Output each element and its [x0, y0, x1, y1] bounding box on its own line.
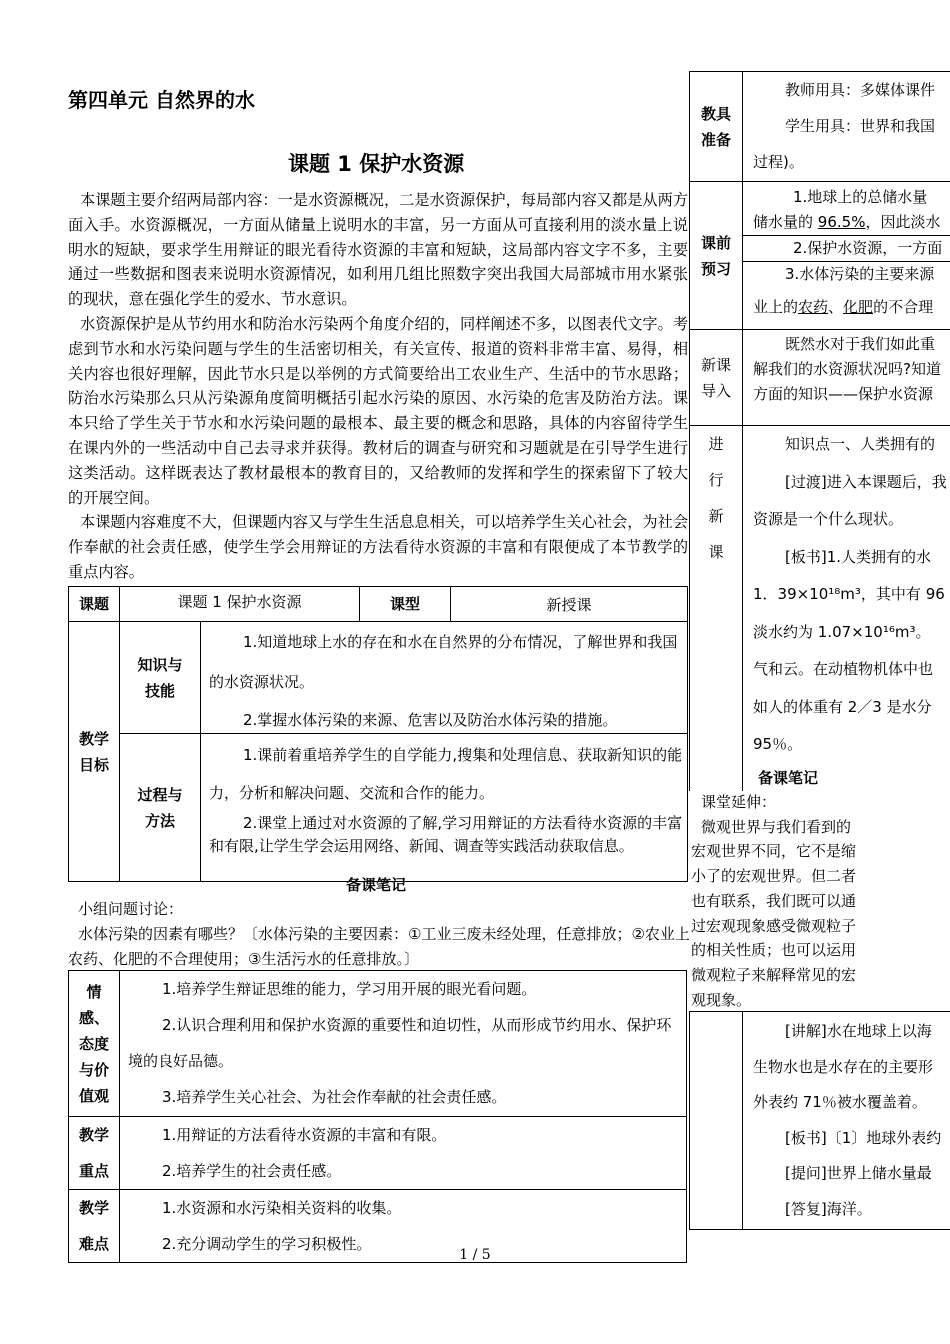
notes-title: 备课笔记 [346, 876, 407, 894]
process-item: 2.课堂上通过对水资源的了解,学习用辩证的方法看待水资源的丰富和有限,让学生学会运用网络、新闻、调查等实践活动获取信息。 [209, 814, 683, 855]
lesson-label: 进 行 新 课 [690, 426, 743, 792]
notes-right [691, 790, 881, 1012]
process-label: 过程与方法 [120, 734, 201, 882]
preview-item: 2.保护水资源，一方面 [743, 235, 950, 261]
notes-right-line: 微观世界与我们看到的 [701, 817, 852, 836]
tools-cell [743, 72, 950, 182]
difficulty-label: 教学难点 [69, 1190, 120, 1263]
right-item: [讲解]水在地球上以海 [785, 1022, 932, 1040]
right-table-2 [689, 1011, 950, 1230]
knowledge-item: 1.知道地球上水的存在和水在自然界的分布情况，了解世界和我国的水资源状况。 [209, 633, 678, 691]
right-item: [答复]海洋。 [785, 1199, 872, 1218]
right-table2-clip [689, 1011, 950, 1231]
notes-line: 水体污染的因素有哪些？〔水体污染的主要因素：①工业三废未经处理，任意排放；②农业上农药、化肥的不合理使用；③生活污水的任意排放。〕 [68, 925, 690, 968]
right-table [689, 71, 950, 791]
notes-right-line: 也有联系，我们既可以通 [691, 891, 857, 910]
tools-item: 教师用具：多媒体课件 [785, 81, 936, 99]
lesson-item: 如人的体重有 2／3 是水分 [753, 697, 932, 716]
right-table2-cell [743, 1012, 950, 1230]
right-item: [板书]〔1〕地球外表约 [785, 1128, 942, 1147]
notes-right-line: 观现象。 [691, 990, 752, 1009]
process-item: 1.课前着重培养学生的自学能力,搜集和处理信息、获取新知识的能力，分析和解决问题、交流和合作的能力。 [209, 746, 683, 802]
intro-item: 方面的知识——保护水资源 [753, 385, 934, 403]
unit-title: 第四单元 自然界的水 [68, 88, 255, 112]
page-number: 1 / 5 [459, 1247, 491, 1263]
info-table [68, 586, 688, 882]
goals-label: 教学目标 [69, 622, 120, 882]
key-cell [120, 1117, 687, 1190]
knowledge-item: 2.掌握水体污染的来源、危害以及防治水体污染的措施。 [243, 711, 618, 729]
notes-right-line: 的相关性质；也可以运用 [691, 941, 857, 960]
right-item: 外表约 71％被水覆盖着。 [753, 1093, 927, 1111]
right-item: [提问]世界上储水量最 [785, 1164, 932, 1182]
key-item: 1.用辩证的方法看待水资源的丰富和有限。 [162, 1126, 447, 1144]
notes-left [68, 897, 690, 972]
type-value: 新授课 [451, 587, 688, 622]
right-table2-empty [690, 1012, 743, 1230]
key-label: 教学重点 [69, 1117, 120, 1190]
notes-right-title: 备课笔记 [758, 769, 819, 787]
knowledge-label: 知识与技能 [120, 622, 201, 734]
lesson-cell [743, 426, 950, 792]
topic-label: 课题 [69, 587, 120, 622]
tools-item: 学生用具：世界和我国 [785, 117, 936, 135]
preview-answer: 化肥 [843, 298, 874, 316]
key-item: 2.培养学生的社会责任感。 [162, 1162, 342, 1180]
right-table-clip [689, 71, 950, 791]
intro-paragraph: 本课题内容难度不大，但课题内容又与学生生活息息相关，可以培养学生关心社会，为社会作奉献的社会责任感，使学生学会用辩证的方法看待水资源的丰富和有限便成了本节教学的重点内容。 [68, 513, 688, 581]
preview-item: 3.水体污染的主要来源 [743, 261, 950, 287]
lesson-item: 淡水约为 1.07×10¹⁶m³。 [753, 622, 931, 641]
preview-label: 课前预习 [690, 182, 743, 330]
lesson-item: 1．39×10¹⁸m³，其中有 96 [753, 585, 945, 603]
emotion-label: 情感、态度与价值观 [69, 971, 120, 1117]
difficulty-item: 2.充分调动学生的学习积极性。 [162, 1235, 372, 1253]
notes-right-heading: 课堂延伸： [701, 793, 777, 811]
lesson-title: 课题 1 保护水资源 [288, 152, 465, 176]
intro-text [68, 188, 688, 585]
topic-value: 课题 1 保护水资源 [120, 587, 360, 622]
lesson-item: 知识点一、人类拥有的 [785, 435, 936, 453]
emotion-item: 1.培养学生辩证思维的能力，学习用开展的眼光看问题。 [162, 980, 537, 998]
intro-item: 解我们的水资源状况吗?知道 [753, 360, 941, 378]
intro-item: 既然水对于我们如此重 [785, 335, 936, 353]
emotion-cell [120, 971, 687, 1117]
lesson-item: 95％。 [753, 735, 803, 753]
notes-right-line: 小了的宏观世界。但二者 [691, 867, 857, 886]
type-label: 课型 [360, 587, 451, 622]
tools-item: 过程)。 [753, 153, 804, 171]
emotion-item: 2.认识合理利用和保护水资源的重要性和迫切性，从而形成节约用水、保护环境的良好品德。 [128, 1016, 672, 1070]
preview-answer: 96.5% [817, 213, 866, 231]
notes-right-line: 宏观世界不同，它不是缩 [691, 842, 857, 861]
intro-paragraph: 本课题主要介绍两局部内容：一是水资源概况，二是水资源保护，每局部内容又都是从两方面入手。水资源概况，一方面从储量上说明水的丰富，另一方面从可直接利用的淡水量上说明水的短缺，要求学生用辩证的眼光看待水资源的丰富和短缺，这局部内容文字不多，主要通过一些数据和图表来说明水资源情况，如利用几组比照数字突出我国大局部城市用水紧张的现状，意在强化学生的爱水、节水意识。 [68, 191, 688, 309]
lesson-item: 气和云。在动植物机体中也 [753, 660, 934, 678]
knowledge-cell [201, 622, 688, 734]
notes-right-line: 过宏观现象感受微观粒子 [691, 916, 857, 935]
lesson-item: [过渡]进入本课题后，我 [785, 472, 947, 491]
notes-right-line: 微观粒子来解释常见的宏 [691, 965, 857, 984]
process-cell [201, 734, 688, 882]
intro-cell [743, 330, 950, 426]
lesson-item: 资源是一个什么现状。 [753, 510, 904, 528]
emotion-item: 3.培养学生关心社会、为社会作奉献的社会责任感。 [162, 1088, 507, 1106]
notes-line: 小组问题讨论： [78, 900, 184, 918]
preview-answer: 农药 [798, 298, 829, 316]
lesson-item: [板书]1.人类拥有的水 [785, 547, 932, 566]
preview-item: 1.地球上的总储水量 [793, 188, 928, 206]
preview-cell: 1.地球上的总储水量 储水量的 96.5%，因此淡水 2.保护水资源，一方面 3.水体污染的主要来源 业上的农药、化肥的不合理 [743, 182, 950, 330]
intro-paragraph: 水资源保护是从节约用水和防治水污染两个角度介绍的，同样阐述不多，以图表代文字。考虑到节水和水污染问题与学生的生活密切相关，有关宣传、报道的资料非常丰富、易得，相关内容也很好理解，因此节水只是以举例的方式简要给出工农业生产、生活中的节水思路；防治水污染那么只从污染源角度简明概括引起水污染的原因、水污染的危害及防治方法。课本只给了学生关于节水和水污染问题的最根本、最主要的概念和思路，具体的内容留待学生在课内外的一些活动中自己去寻求并获得。教材后的调查与研究和习题就是在引导学生进行这类活动。这样既表达了教材最根本的教育目的，又给教师的发挥和学生的探索留下了较大的开展空间。 [68, 314, 688, 507]
intro-label: 新课导入 [690, 330, 743, 426]
bottom-table [68, 970, 687, 1263]
tools-label: 教具准备 [690, 72, 743, 182]
right-item: 生物水也是水存在的主要形 [753, 1057, 934, 1076]
difficulty-item: 1.水资源和水污染相关资料的收集。 [162, 1199, 402, 1217]
